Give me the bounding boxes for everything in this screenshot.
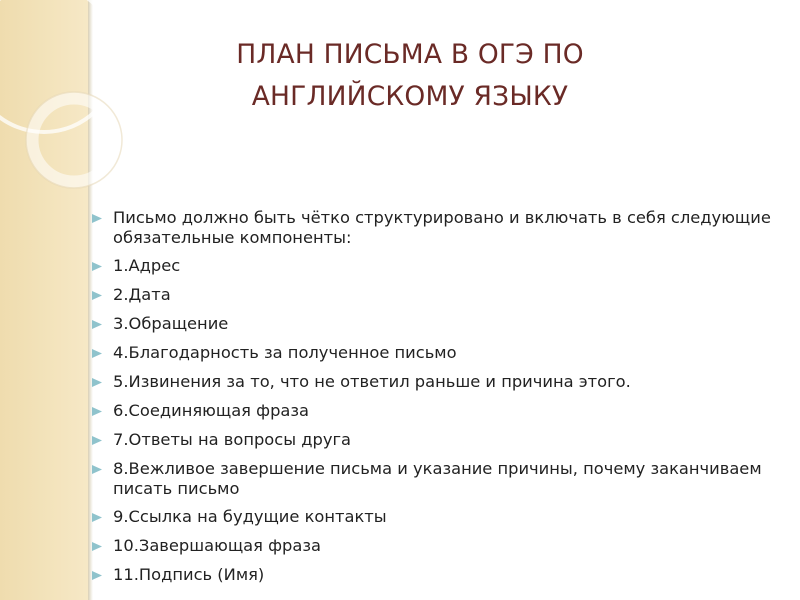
bullet-item xyxy=(88,430,788,450)
bullet-text: 9.Ссылка на будущие контакты xyxy=(113,507,387,526)
bullet-item xyxy=(88,285,788,305)
bullet-icon xyxy=(92,291,102,300)
bullet-icon xyxy=(92,542,102,551)
bullet-text: 7.Ответы на вопросы друга xyxy=(113,430,351,449)
bullet-icon xyxy=(92,262,102,271)
bullet-icon xyxy=(92,378,102,387)
bullet-text: 10.Завершающая фраза xyxy=(113,536,321,555)
bullet-text: 1.Адрес xyxy=(113,256,181,275)
bullet-icon xyxy=(92,436,102,445)
slide-title-line-2: АНГЛИЙСКОМУ ЯЗЫКУ xyxy=(251,81,569,112)
bullet-item xyxy=(88,208,788,247)
bullet-text: Письмо должно быть чётко структурировано и включать в себя следующие обязательные компоненты: xyxy=(113,208,771,247)
bullet-text: 6.Соединяющая фраза xyxy=(113,401,310,420)
bullet-item xyxy=(88,401,788,421)
bullet-icon xyxy=(92,349,102,358)
bullet-icon xyxy=(92,513,102,522)
bullet-text: 4.Благодарность за полученное письмо xyxy=(113,343,457,362)
bullet-text: 3.Обращение xyxy=(113,314,229,333)
bullet-text: 5.Извинения за то, что не ответил раньше и причина этого. xyxy=(113,372,631,391)
bullet-text: 2.Дата xyxy=(113,285,171,304)
bullet-list xyxy=(88,208,788,585)
slide-title-line-1: ПЛАН ПИСЬМА В ОГЭ ПО xyxy=(236,39,584,70)
bullet-item xyxy=(88,314,788,334)
bullet-icon xyxy=(92,214,102,223)
bullet-icon xyxy=(92,320,102,329)
bullet-icon xyxy=(92,407,102,416)
bullet-item xyxy=(88,372,788,392)
bullet-text: 8.Вежливое завершение письма и указание причины, почему заканчиваем писать письмо xyxy=(113,459,762,498)
bullet-item xyxy=(88,536,788,556)
bullet-item xyxy=(88,565,788,585)
bullet-item xyxy=(88,459,788,498)
bullet-icon xyxy=(92,465,102,474)
bullet-text: 11.Подпись (Имя) xyxy=(113,565,265,584)
bullet-item xyxy=(88,343,788,363)
bullet-item xyxy=(88,256,788,276)
bullet-item xyxy=(88,507,788,527)
bullet-icon xyxy=(92,571,102,580)
slide-title xyxy=(150,34,670,118)
